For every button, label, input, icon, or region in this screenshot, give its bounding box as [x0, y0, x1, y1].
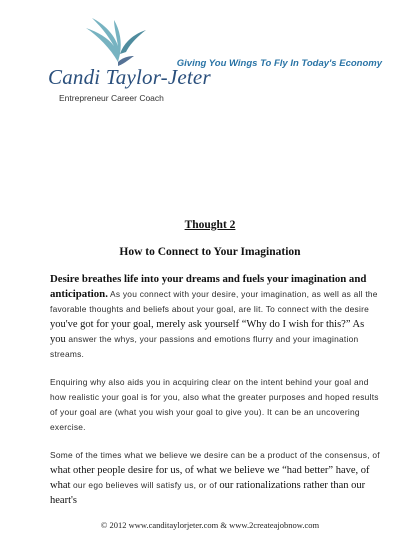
document-subtitle: How to Connect to Your Imagination — [119, 246, 301, 258]
page-footer: © 2012 www.canditaylorjeter.com & www.2createajobnow.com — [100, 520, 320, 530]
paragraph-text: you've got for your goal, merely ask yourself “Why do I wish for this?” As you — [50, 319, 365, 345]
paragraph-text: our ego believes will satisfy us, or of — [70, 480, 220, 490]
document-title: Thought 2 — [184, 219, 236, 231]
letterhead — [0, 0, 420, 110]
paragraph-text: As you connect with your desire, your imagination, as well as all the favorable thoughts and beliefs about your goal, are lit. To connect with the desire — [50, 289, 378, 314]
paragraph-3 — [50, 448, 380, 508]
brand-subtitle: Entrepreneur Career Coach — [59, 93, 164, 103]
document-body — [50, 272, 380, 521]
paragraph-text: Some of the times what we believe we desire can be a product of the consensus, of — [50, 450, 380, 460]
paragraph-text: Enquiring why also aids you in acquiring clear on the intent behind your goal and how realistic your goal is for you, also what the greater purposes and hoped results of your goal are (what you wish your goal to give you). It can be an uncovering exercise. — [50, 377, 379, 432]
paragraph-1 — [50, 272, 380, 362]
tagline: Giving You Wings To Fly In Today's Economy — [176, 58, 382, 69]
paragraph-text: answer the whys, your passions and emotions flurry and your imagination streams. — [50, 334, 359, 359]
bold-lead: Desire breathes life into your dreams and fuels your imagination and anticipation. — [50, 273, 367, 300]
paragraph-text: our rationalizations rather than our heart's — [50, 480, 366, 506]
paragraph-text: what other people desire for us, of what we believe we “had better” have, of what — [50, 465, 370, 491]
bird-wings-icon — [84, 18, 154, 68]
paragraph-2 — [50, 375, 380, 435]
brand-name: Candi Taylor-Jeter — [48, 65, 211, 89]
